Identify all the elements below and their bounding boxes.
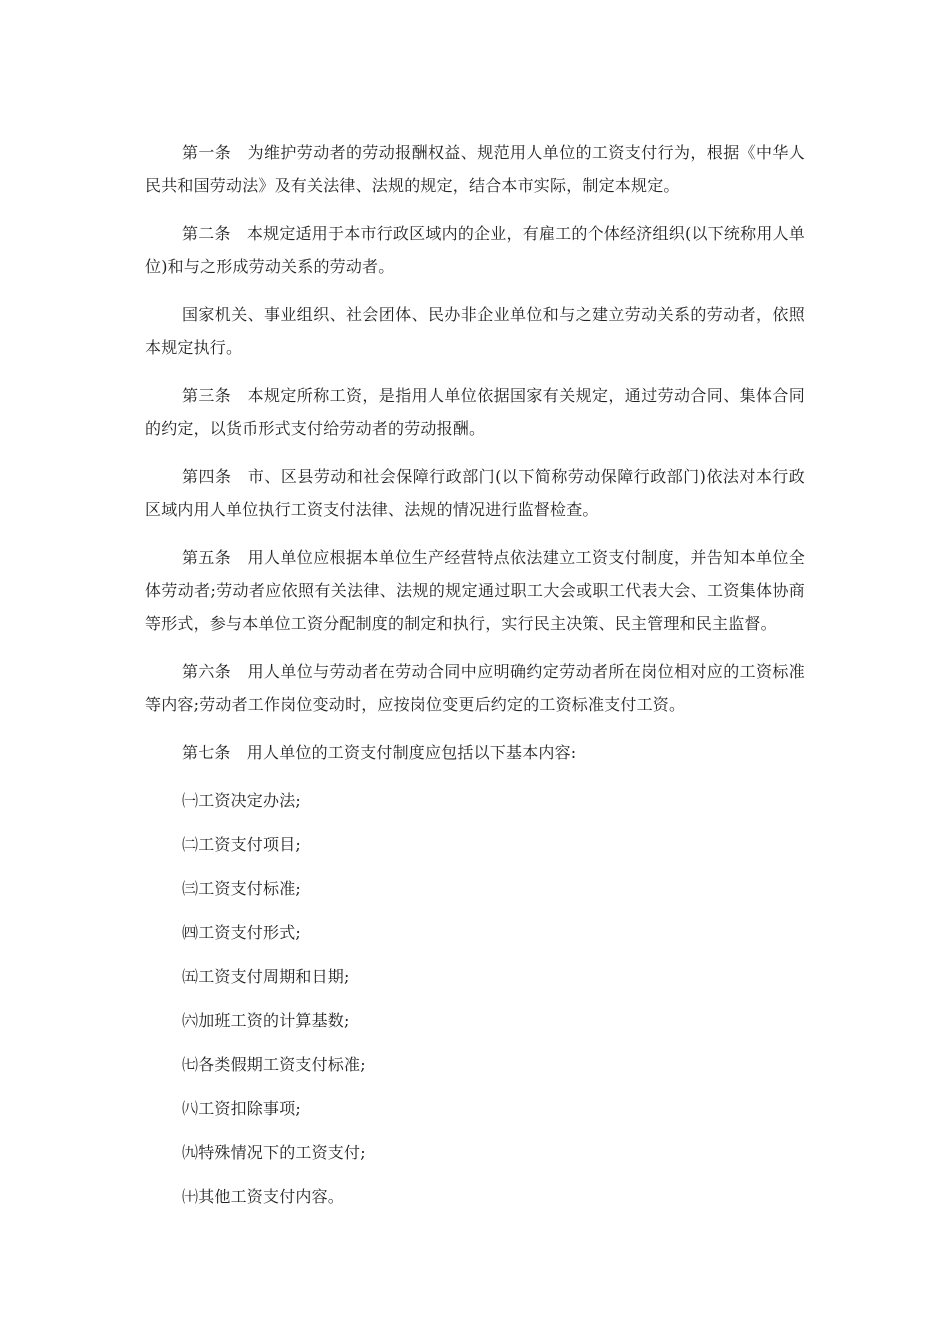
article-2-supplement-paragraph: 国家机关、事业组织、社会团体、民办非企业单位和与之建立劳动关系的劳动者，依照本规定执行。 [145,305,805,357]
list-item: ㈧工资扣除事项; [182,1099,301,1118]
list-item: ㈣工资支付形式; [182,923,301,942]
list-item: ㈢工资支付标准; [182,879,301,898]
article-5-paragraph: 第五条 用人单位应根据本单位生产经营特点依法建立工资支付制度，并告知本单位全体劳动者;劳动者应依照有关法律、法规的规定通过职工大会或职工代表大会、工资集体协商等形式，参与本单位工资分配制度的制定和执行，实行民主决策、民主管理和民主监督。 [145,548,805,633]
article-6-paragraph: 第六条 用人单位与劳动者在劳动合同中应明确约定劳动者所在岗位相对应的工资标准等内容;劳动者工作岗位变动时，应按岗位变更后约定的工资标准支付工资。 [145,662,805,714]
list-item: ㈥加班工资的计算基数; [182,1011,350,1030]
article-3-paragraph: 第三条 本规定所称工资，是指用人单位依据国家有关规定，通过劳动合同、集体合同的约定，以货币形式支付给劳动者的劳动报酬。 [145,386,805,438]
article-1-paragraph: 第一条 为维护劳动者的劳动报酬权益、规范用人单位的工资支付行为，根据《中华人民共和国劳动法》及有关法律、法规的规定，结合本市实际，制定本规定。 [145,143,805,195]
list-item: ㈠工资决定办法; [182,791,301,810]
document-body [145,136,805,1224]
list-item: ㈨特殊情况下的工资支付; [182,1143,366,1162]
list-item: ㈩其他工资支付内容。 [182,1187,345,1206]
article-7-paragraph: 第七条 用人单位的工资支付制度应包括以下基本内容: [182,743,577,762]
list-item: ㈤工资支付周期和日期; [182,967,350,986]
article-2-paragraph: 第二条 本规定适用于本市行政区域内的企业，有雇工的个体经济组织(以下统称用人单位)和与之形成劳动关系的劳动者。 [145,224,805,276]
list-item: ㈡工资支付项目; [182,835,301,854]
article-4-paragraph: 第四条 市、区县劳动和社会保障行政部门(以下简称劳动保障行政部门)依法对本行政区域内用人单位执行工资支付法律、法规的情况进行监督检查。 [145,467,805,519]
list-item: ㈦各类假期工资支付标准; [182,1055,366,1074]
